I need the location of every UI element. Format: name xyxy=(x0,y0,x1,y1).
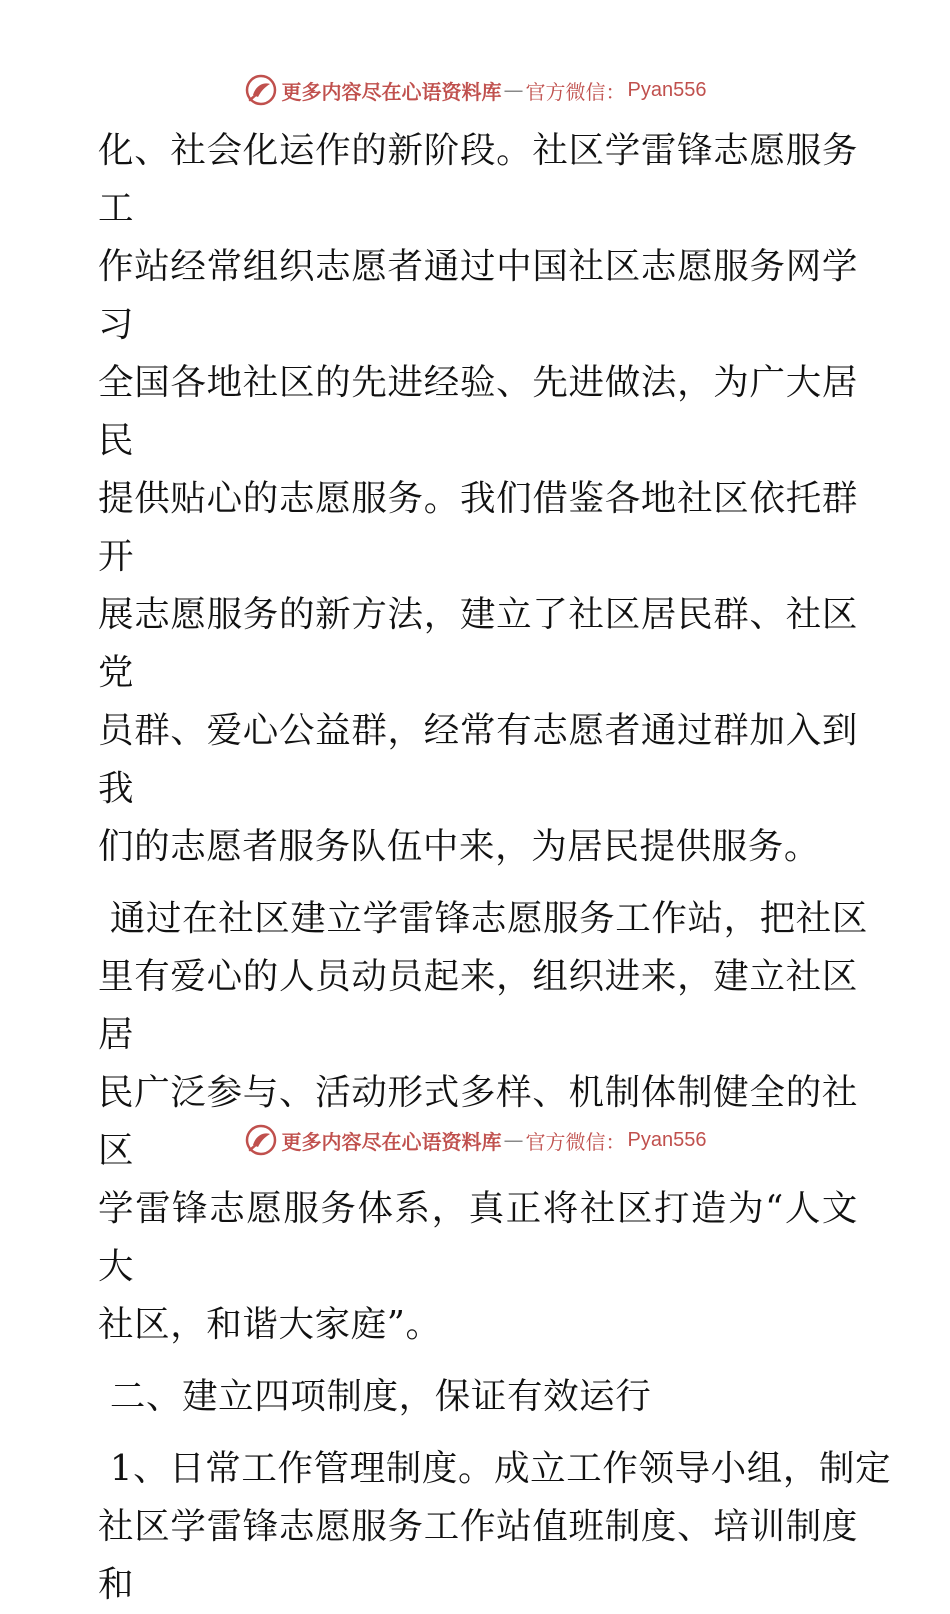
section-heading-text: 二、建立四项制度，保证有效运行 xyxy=(98,1376,652,1417)
header-lead-text: 更多内容尽在心语资料库 xyxy=(281,79,502,104)
paragraph-spacer xyxy=(98,1354,858,1368)
body-line: 社区，和谐大家庭”。 xyxy=(98,1304,442,1345)
body-line: 化、社会化运作的新阶段。社区学雷锋志愿服务工 xyxy=(98,130,858,229)
paragraph-spacer xyxy=(98,1426,858,1440)
body-line: 里有爱心的人员动员起来，组织进来，建立社区居 xyxy=(98,956,858,1055)
body-line: 提供贴心的志愿服务。我们借鉴各地社区依托群开 xyxy=(98,478,858,577)
body-line: 作站经常组织志愿者通过中国社区志愿服务网学习 xyxy=(98,246,858,345)
footer-lead-text: 更多内容尽在心语资料库 xyxy=(281,1129,502,1154)
body-line: 1、日常工作管理制度。成立工作领导小组，制定 xyxy=(98,1448,892,1489)
paragraph-1 xyxy=(98,122,858,876)
document-body xyxy=(98,122,892,1614)
brand-logo-icon xyxy=(244,1123,278,1157)
brand-logo-icon xyxy=(244,73,278,107)
footer-banner xyxy=(0,1120,950,1160)
body-line: 社区学雷锋志愿服务工作站值班制度、培训制度和 xyxy=(98,1506,858,1605)
body-line: 员群、爱心公益群，经常有志愿者通过群加入到我 xyxy=(98,710,858,809)
header-wechat-id: Pyan556 xyxy=(627,78,707,101)
body-line: 学雷锋志愿服务体系，真正将社区打造为“人文大 xyxy=(98,1188,858,1287)
header-wechat-label: 官方微信： xyxy=(525,79,626,104)
header-banner xyxy=(0,70,950,110)
paragraph-spacer xyxy=(98,876,858,890)
body-line: 通过在社区建立学雷锋志愿服务工作站，把社区 xyxy=(98,898,868,939)
footer-wechat-label: 官方微信： xyxy=(525,1129,626,1154)
footer-wechat-id: Pyan556 xyxy=(627,1128,707,1151)
body-line: 全国各地社区的先进经验、先进做法，为广大居民 xyxy=(98,362,858,461)
body-line: 们的志愿者服务队伍中来，为居民提供服务。 xyxy=(98,826,821,867)
body-line: 民广泛参与、活动形式多样、机制体制健全的社区 xyxy=(98,1072,858,1171)
paragraph-3 xyxy=(98,1440,892,1614)
header-dash: — xyxy=(503,78,524,102)
body-line: 展志愿服务的新方法，建立了社区居民群、社区党 xyxy=(98,594,858,693)
section-heading xyxy=(98,1368,858,1426)
footer-dash: — xyxy=(503,1128,524,1152)
